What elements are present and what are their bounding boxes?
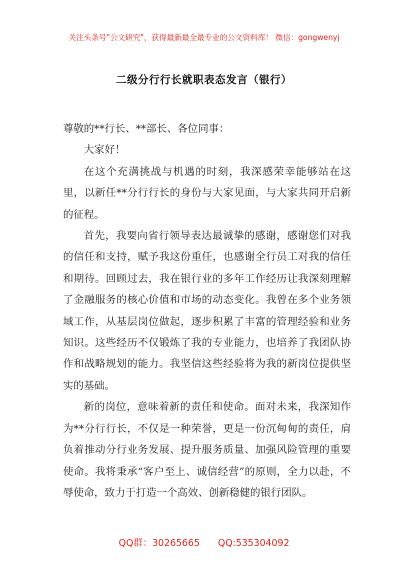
document-title: 二级分行行长就职表态发言（银行） (116, 74, 292, 86)
footer-qq-group: QQ群：30265665 (118, 538, 200, 549)
salutation: 尊敬的**行长、**部长、各位同事： (63, 123, 230, 135)
footer-qq: QQ:535304092 (217, 538, 290, 549)
promo-banner: 关注头条号"公文研究"，获得最新最全最专业的公文资料库！ 微信：gongwenyj (68, 33, 340, 42)
paragraph-greeting: 大家好！ (83, 144, 126, 157)
paragraph-commitment: 新的岗位，意味着新的责任和使命。面对未来，我深知作为**分行行长，不仅是一种荣誉，更是一份沉甸甸的责任，肩负着推动分行业务发展、提升服务质量、加强风险管理的重要使命。我将秉承“客户至上、诚信经营”的原则，全力以赴，不辱使命，致力于打造一个高效、创新稳健的银行团队。 (63, 401, 351, 499)
paragraph-opening: 在这个充满挑战与机遇的时刻，我深感荣幸能够站在这里，以新任**分行行长的身份与大家见面，与大家共同开启新的征程。 (63, 165, 351, 221)
footer-contact (0, 535, 408, 549)
paragraph-thanks: 首先，我要向省行领导表达最诚挚的感谢，感谢您们对我的信任和支持，赋予我这份重任，也感谢全行员工对我的信任和期待。回顾过去，我在银行业的多年工作经历让我深刻理解了金融服务的核心价值和市场的动态变化。我曾在多个业务领域工作，从基层岗位做起，逐步积累了丰富的管理经验和业务知识。这些经历不仅锻炼了我的专业能力，也培养了我团队协作和战略规划的能力。我坚信这些经验将为我的新岗位提供坚实的基础。 (63, 230, 351, 392)
document-body (63, 119, 351, 504)
